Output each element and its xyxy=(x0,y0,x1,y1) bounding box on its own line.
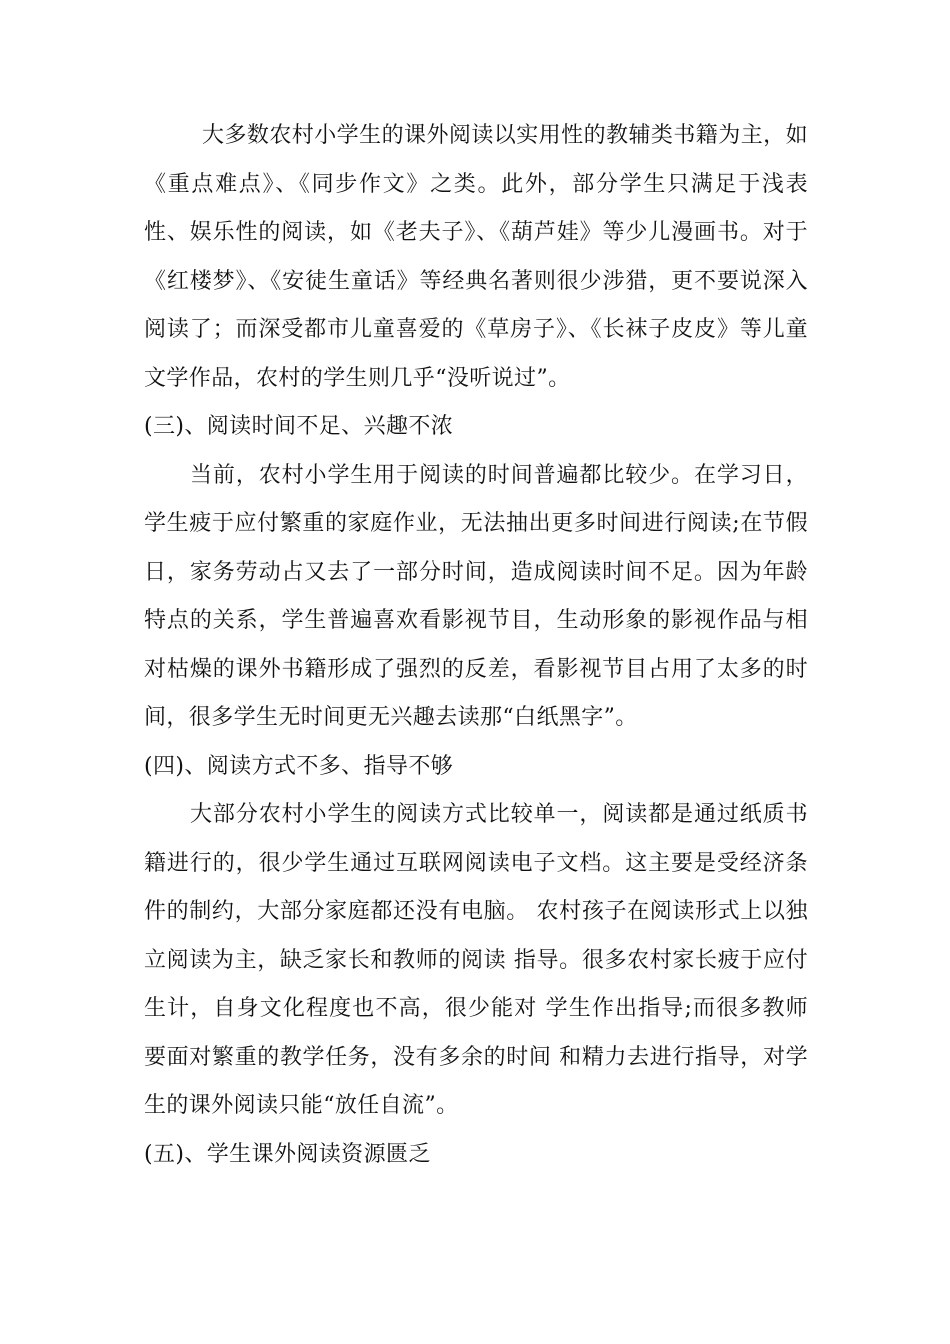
paragraph-reading-time: 当前，农村小学生用于阅读的时间普遍都比较少。在学习日，学生疲于应付繁重的家庭作业，无法抽出更多时间进行阅读;在节假日，家务劳动占又去了一部分时间，造成阅读时间不足。因为年龄特点的关系，学生普遍喜欢看影视节目，生动形象的影视作品与相对枯燥的课外书籍形成了强烈的反差，看影视节目占用了太多的时间，很多学生无时间更无兴趣去读那“白纸黑字”。 xyxy=(144,462,808,730)
section-heading-5: (五)、学生课外阅读资源匮乏 xyxy=(144,1141,431,1167)
paragraph-reading-materials: 大多数农村小学生的课外阅读以实用性的教辅类书籍为主，如《重点难点》、《同步作文》之类。此外，部分学生只满足于浅表性、娱乐性的阅读，如《老夫子》、《葫芦娃》等少儿漫画书。对于《红楼梦》、《安徒生童话》等经典名著则很少涉猎，更不要说深入阅读了；而深受都市儿童喜爱的《草房子》、《长袜子皮皮》等儿童文学作品，农村的学生则几乎“没听说过”。 xyxy=(144,123,808,391)
section-heading-4: (四)、阅读方式不多、指导不够 xyxy=(144,753,454,779)
section-heading-3: (三)、阅读时间不足、兴趣不浓 xyxy=(144,414,454,439)
document-body xyxy=(144,112,808,1179)
paragraph-reading-methods: 大部分农村小学生的阅读方式比较单一，阅读都是通过纸质书籍进行的，很少学生通过互联网阅读电子文档。这主要是受经济条件的制约，大部分家庭都还没有电脑。 农村孩子在阅读形式上以独立阅读为主，缺乏家长和教师的阅读 指导。很多农村家长疲于应付生计，自身文化程度也不高，很少能对 学生作出指导;而很多教师要面对繁重的教学任务，没有多余的时间 和精力去进行指导，对学生的课外阅读只能“放任自流”。 xyxy=(144,802,808,1118)
